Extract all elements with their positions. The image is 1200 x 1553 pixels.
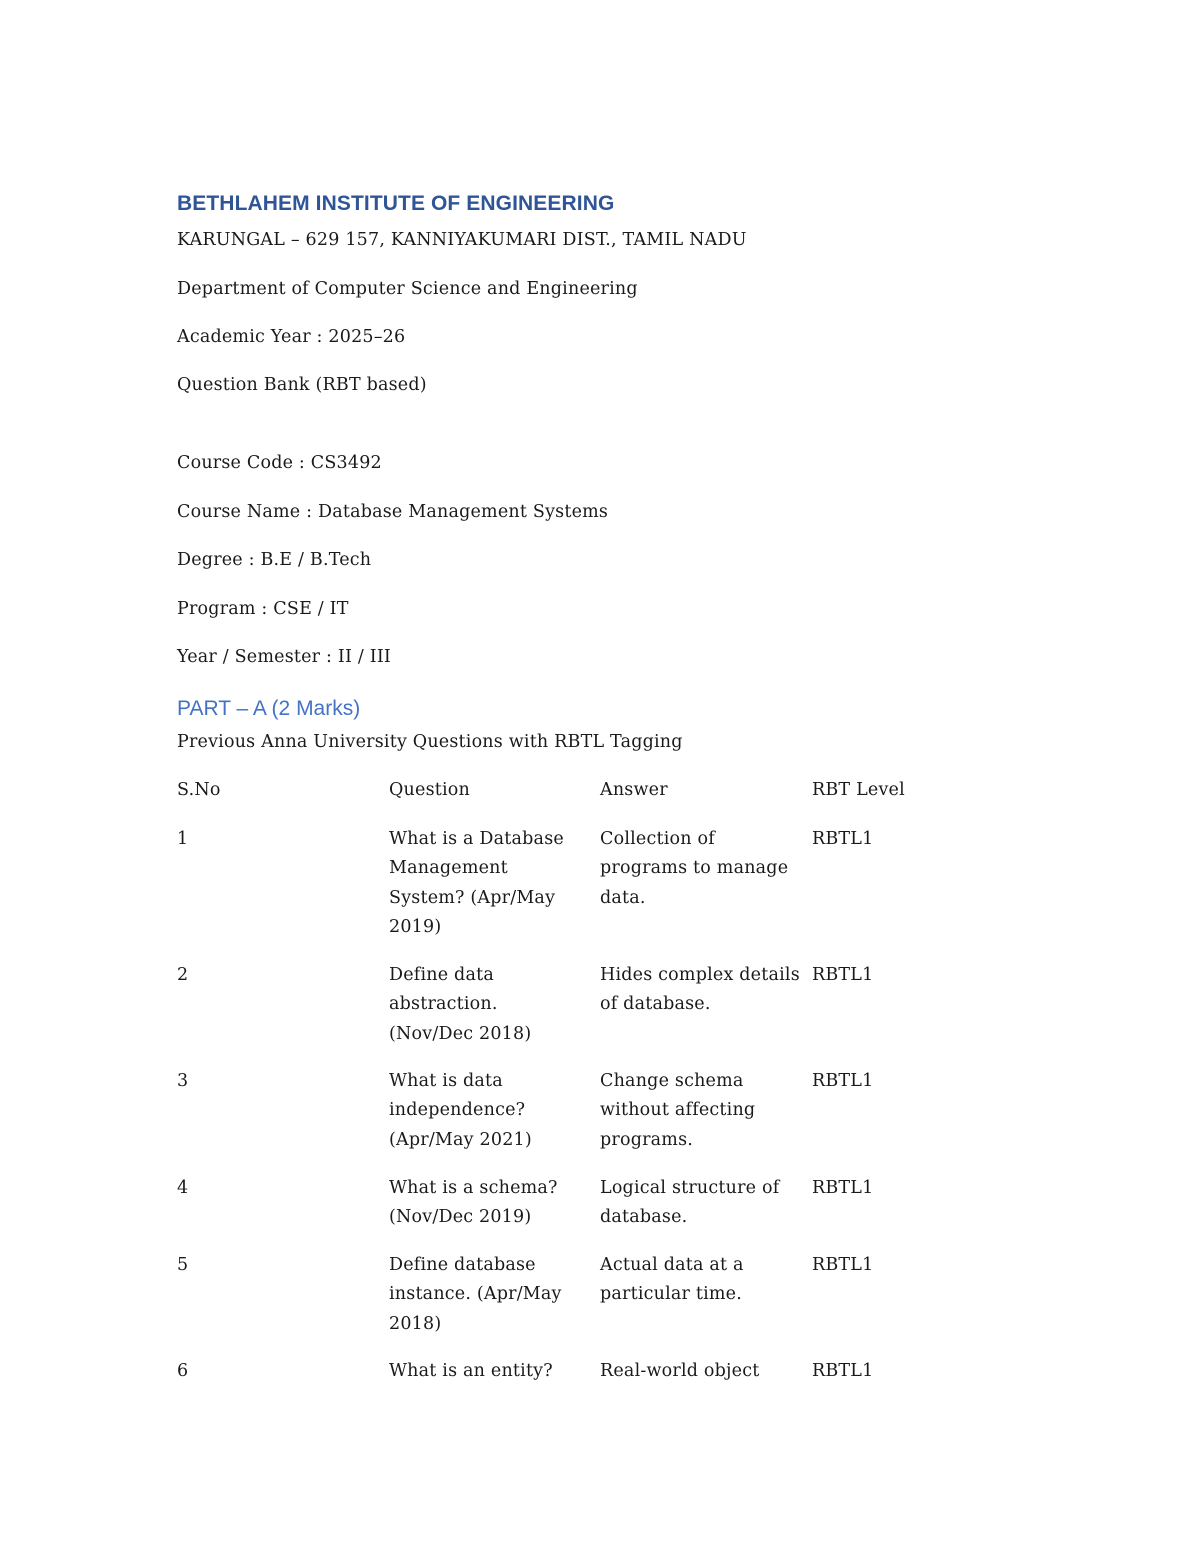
institute-title: BETHLAHEM INSTITUTE OF ENGINEERING (177, 192, 615, 215)
row-rbt-level: RBTL1 (812, 829, 874, 849)
row-question: What is an entity? (389, 1361, 553, 1381)
row-rbt-level: RBTL1 (812, 1361, 874, 1381)
row-sno: 2 (177, 965, 189, 985)
department-line: Department of Computer Science and Engineering (177, 279, 638, 299)
row-sno: 5 (177, 1255, 189, 1275)
course-name-line: Course Name : Database Management Systems (177, 502, 609, 522)
column-header-sno: S.No (177, 780, 221, 800)
row-sno: 1 (177, 829, 189, 849)
document-type-line: Question Bank (RBT based) (177, 375, 427, 395)
row-sno: 6 (177, 1361, 189, 1381)
degree-line: Degree : B.E / B.Tech (177, 550, 372, 570)
row-answer: Logical structure of database. (600, 1178, 780, 1228)
row-question: Define database instance. (Apr/May 2018) (389, 1255, 562, 1334)
row-answer: Real-world object (600, 1361, 760, 1381)
row-answer: Collection of programs to manage data. (600, 829, 789, 908)
academic-year-line: Academic Year : 2025–26 (177, 327, 406, 347)
program-line: Program : CSE / IT (177, 599, 349, 619)
row-question: Define data abstraction. (Nov/Dec 2018) (389, 965, 532, 1044)
institute-address: KARUNGAL – 629 157, KANNIYAKUMARI DIST., TAMIL NADU (177, 230, 747, 250)
column-header-answer: Answer (600, 780, 668, 800)
year-semester-line: Year / Semester : II / III (177, 647, 392, 667)
column-header-rbt-level: RBT Level (812, 780, 905, 800)
column-header-question: Question (389, 780, 470, 800)
row-rbt-level: RBTL1 (812, 965, 874, 985)
course-code-line: Course Code : CS3492 (177, 453, 382, 473)
row-rbt-level: RBTL1 (812, 1255, 874, 1275)
row-rbt-level: RBTL1 (812, 1178, 874, 1198)
row-answer: Actual data at a particular time. (600, 1255, 744, 1305)
row-question: What is a schema? (Nov/Dec 2019) (389, 1178, 558, 1228)
row-question: What is data independence? (Apr/May 2021) (389, 1071, 532, 1150)
part-a-subheading: Previous Anna University Questions with RBTL Tagging (177, 732, 683, 752)
part-a-heading: PART – A (2 Marks) (177, 697, 361, 720)
row-question: What is a Database Management System? (Apr/May 2019) (389, 829, 564, 937)
row-sno: 3 (177, 1071, 189, 1091)
row-answer: Hides complex details of database. (600, 965, 800, 1015)
row-answer: Change schema without affecting programs. (600, 1071, 756, 1150)
row-sno: 4 (177, 1178, 189, 1198)
row-rbt-level: RBTL1 (812, 1071, 874, 1091)
